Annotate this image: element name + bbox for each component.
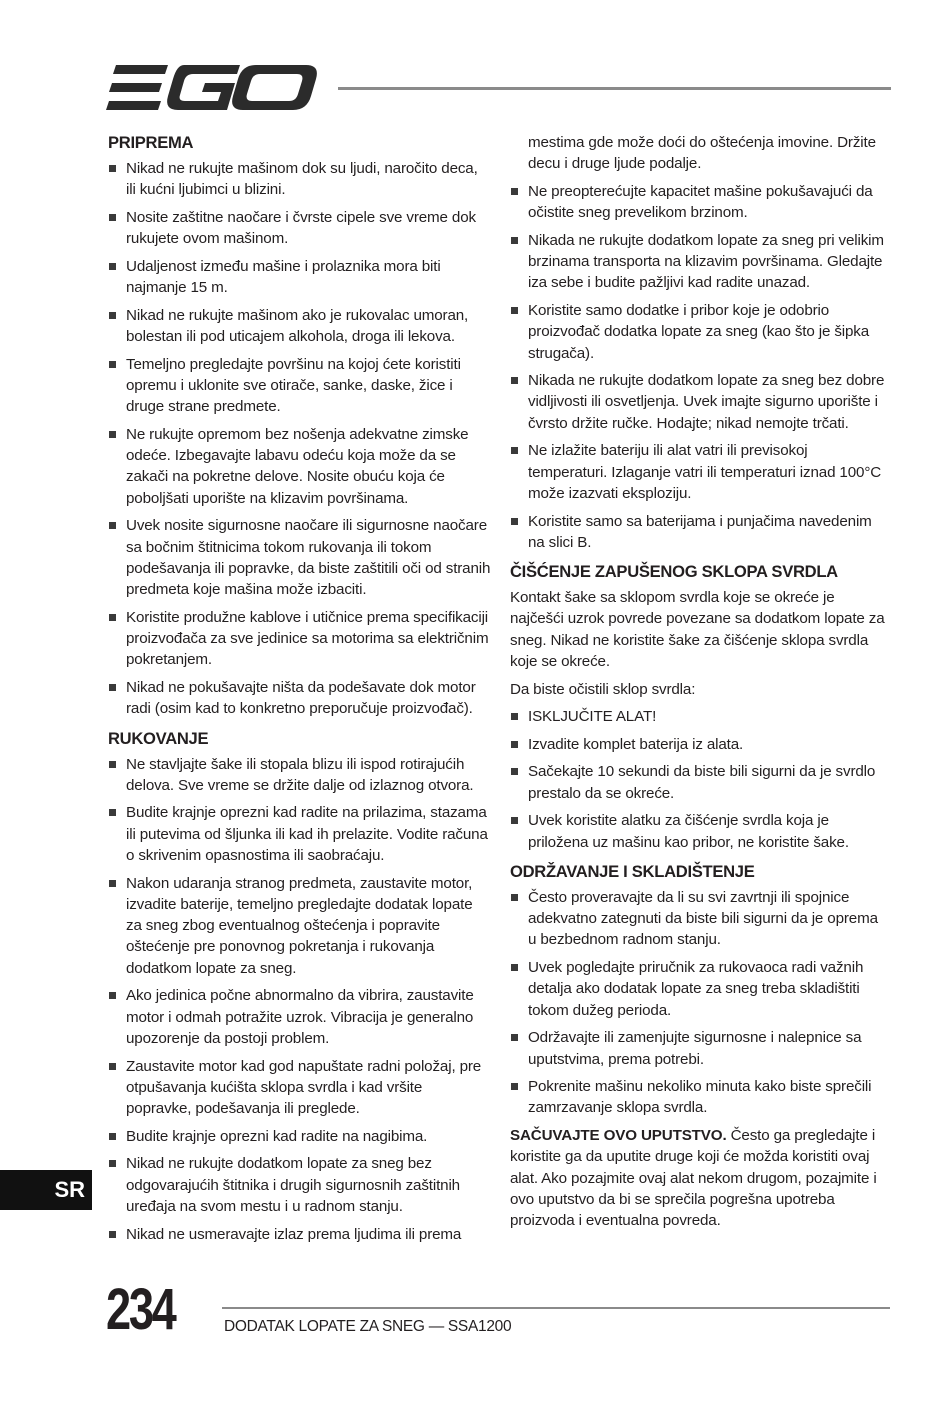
bullet-icon (109, 1133, 116, 1140)
bullet-icon (511, 307, 518, 314)
language-tab (0, 1170, 92, 1210)
bullet-icon (511, 188, 518, 195)
bullet-icon (511, 237, 518, 244)
bullet-icon (109, 761, 116, 768)
list-item: Nakon udaranja stranog predmeta, zaustavite motor, izvadite baterije, temeljno pregledajte dodatak lopate za sneg zbog eventualnog oštećenja i popravite oštećenje pre ponovnog pokretanja i rukovanja dodatkom lopate za sneg. (108, 873, 491, 979)
list-item: Nikada ne rukujte dodatkom lopate za sneg pri velikim brzinama transporta na klizavim površinama. Gledajte iza sebe i budite pažljivi kad radite unazad. (510, 230, 890, 294)
odrzavanje-section (510, 861, 890, 1232)
rukovanje-list (108, 754, 491, 1245)
list-item: Često proveravajte da li su svi zavrtnji ili spojnice adekvatno zategnuti da biste bili sigurni da je oprema u bezbednom radnom stanju. (510, 887, 890, 951)
list-item: Ako jedinica počne abnormalno da vibrira, zaustavite motor i odmah potražite uzrok. Vibracija je generalno upozorenje da postoji problem. (108, 985, 491, 1049)
list-item: Budite krajnje oprezni kad radite na nagibima. (108, 1126, 491, 1147)
list-item: Koristite samo sa baterijama i punjačima navedenim na slici B. (510, 511, 890, 554)
bullet-icon (109, 214, 116, 221)
bullet-icon (109, 361, 116, 368)
bullet-icon (109, 992, 116, 999)
footer-rule (222, 1307, 890, 1309)
list-item: Udaljenost između mašine i prolaznika mora biti najmanje 15 m. (108, 256, 491, 299)
save-instructions-label: SAČUVAJTE OVO UPUTSTVO. (510, 1127, 727, 1145)
bullet-icon (511, 768, 518, 775)
odrzavanje-list (510, 887, 890, 1119)
bullet-icon (511, 377, 518, 384)
list-item: ISKLJUČITE ALAT! (510, 706, 890, 727)
list-item: Nikad ne rukujte mašinom dok su ljudi, naročito deca, ili kućni ljubimci u blizini. (108, 158, 491, 201)
ciscenje-section (510, 561, 890, 853)
list-item: Uvek koristite alatku za čišćenje svrdla koja je priložena uz mašinu kao pribor, ne koristite šake. (510, 810, 890, 853)
list-item: Ne rukujte opremom bez nošenja adekvatne zimske odeće. Izbegavajte labavu odeću koja može da se zakači na pokretne delove. Nosite obuću koja će poboljšati uporište na klizavim površinama. (108, 424, 491, 509)
list-item: Zaustavite motor kad god napuštate radni položaj, pre otpušavanja kućišta sklopa svrdla i kad vršite popravke, podešavanja ili preglede. (108, 1056, 491, 1120)
rukovanje-heading: RUKOVANJE (108, 728, 209, 748)
language-tab-label: SR (54, 1177, 85, 1202)
continued-list (510, 132, 890, 553)
ciscenje-intro: Da biste očistili sklop svrdla: (510, 680, 696, 698)
left-column (108, 132, 491, 1253)
bullet-icon (109, 522, 116, 529)
save-instructions-text: Često ga pregledajte i koristite ga da uputite druge koji će možda koristiti ovaj alat. Ako pozajmite ovaj alat nekom drugom, pozajmite i ovo uputstvo da bi se sprečila pogrešna upotreba proizvoda i eventualna povreda. (510, 1127, 877, 1230)
bullet-icon (109, 1063, 116, 1070)
bullet-icon (511, 894, 518, 901)
bullet-icon (511, 518, 518, 525)
list-item: Sačekajte 10 sekundi da biste bili sigurni da je svrdlo prestalo da se okreće. (510, 761, 890, 804)
bullet-icon (109, 431, 116, 438)
ciscenje-heading: ČIŠĆENJE ZAPUŠENOG SKLOPA SVRDLA (510, 562, 838, 582)
list-item: Uvek nosite sigurnosne naočare ili sigurnosne naočare sa bočnim štitnicima tokom rukovanja ili tokom podešavanja ili popravke, da biste zaštitili oči od stranih predmeta koje mašina može izbaciti. (108, 515, 491, 600)
list-item: Održavajte ili zamenjujte sigurnosne i nalepnice sa uputstvima, prema potrebi. (510, 1027, 890, 1070)
priprema-list (108, 158, 491, 720)
bullet-icon (109, 312, 116, 319)
bullet-icon (109, 684, 116, 691)
list-item: Budite krajnje oprezni kad radite na prilazima, stazama ili putevima od šljunka ili kad ih prelazite. Vodite računa o skrivenim opasnostima ili saobraćaju. (108, 802, 491, 866)
bullet-icon (511, 817, 518, 824)
bullet-icon (109, 614, 116, 621)
list-item: Nikad ne usmeravajte izlaz prema ljudima ili prema (108, 1224, 491, 1245)
header-rule (338, 87, 891, 90)
odrzavanje-heading: ODRŽAVANJE I SKLADIŠTENJE (510, 861, 755, 881)
save-instructions-paragraph (510, 1125, 890, 1231)
list-item: Nosite zaštitne naočare i čvrste cipele sve vreme dok rukujete ovom mašinom. (108, 207, 491, 250)
page-number: 234 (106, 1277, 175, 1342)
list-item: Nikad ne rukujte mašinom ako je rukovalac umoran, bolestan ili pod uticajem alkohola, droga ili lekova. (108, 305, 491, 348)
list-item: Ne preopterećujte kapacitet mašine pokušavajući da očistite sneg prevelikom brzinom. (510, 181, 890, 224)
list-item: Koristite samo dodatke i pribor koje je odobrio proizvođač dodatka lopate za sneg (kao što je šipka strugača). (510, 300, 890, 364)
list-item: Uvek pogledajte priručnik za rukovaoca radi važnih detalja ako dodatak lopate za sneg treba skladištiti tokom dužeg perioda. (510, 957, 890, 1021)
ego-logo (106, 63, 320, 113)
bullet-icon (511, 447, 518, 454)
list-item: Izvadite komplet baterija iz alata. (510, 734, 890, 755)
priprema-section (108, 132, 491, 720)
list-item-continued: mestima gde može doći do oštećenja imovine. Držite decu i druge ljude podalje. (528, 134, 876, 173)
right-column (510, 132, 890, 1240)
list-item: Temeljno pregledajte površinu na kojoj ćete koristiti opremu i uklonite sve otirače, sanke, daske, žice i druge strane predmete. (108, 354, 491, 418)
bullet-icon (511, 713, 518, 720)
ciscenje-paragraph: Kontakt šake sa sklopom svrdla koje se okreće je najčešći uzrok povrede povezane sa dodatkom lopate za sneg. Nikad ne koristite šake za čišćenje sklopa svrdla koje se okreće. (510, 589, 885, 671)
footer-title: DODATAK LOPATE ZA SNEG — SSA1200 (224, 1318, 512, 1335)
list-item: Ne izlažite bateriju ili alat vatri ili previsokoj temperaturi. Izlaganje vatri ili temperaturi iznad 100°C može izazvati eksploziju. (510, 440, 890, 504)
rukovanje-section (108, 728, 491, 1245)
bullet-icon (511, 1034, 518, 1041)
bullet-icon (109, 263, 116, 270)
bullet-icon (109, 880, 116, 887)
list-item: Pokrenite mašinu nekoliko minuta kako biste sprečili zamrzavanje sklopa svrdla. (510, 1076, 890, 1119)
bullet-icon (511, 741, 518, 748)
list-item: Koristite produžne kablove i utičnice prema specifikaciji proizvođača za sve jedinice sa motorima sa električnim pokretanjem. (108, 607, 491, 671)
list-item: Ne stavljajte šake ili stopala blizu ili ispod rotirajućih delova. Sve vreme se držite dalje od izlaznog otvora. (108, 754, 491, 797)
ciscenje-list (510, 706, 890, 853)
bullet-icon (109, 1231, 116, 1238)
bullet-icon (109, 1160, 116, 1167)
list-item: Nikada ne rukujte dodatkom lopate za sneg bez dobre vidljivosti ili osvetljenja. Uvek imajte sigurno uporište i čvrsto držite ručke. Hodajte; nikad nemojte trčati. (510, 370, 890, 434)
bullet-icon (109, 165, 116, 172)
list-item: Nikad ne pokušavajte ništa da podešavate dok motor radi (osim kad to konkretno preporučuje proizvođač). (108, 677, 491, 720)
bullet-icon (511, 1083, 518, 1090)
bullet-icon (511, 964, 518, 971)
priprema-heading: PRIPREMA (108, 133, 194, 152)
bullet-icon (109, 809, 116, 816)
list-item: Nikad ne rukujte dodatkom lopate za sneg bez odgovarajućih štitnika i drugih sigurnosnih zaštitnih uređaja na svom mestu i u radnom stanju. (108, 1153, 491, 1217)
